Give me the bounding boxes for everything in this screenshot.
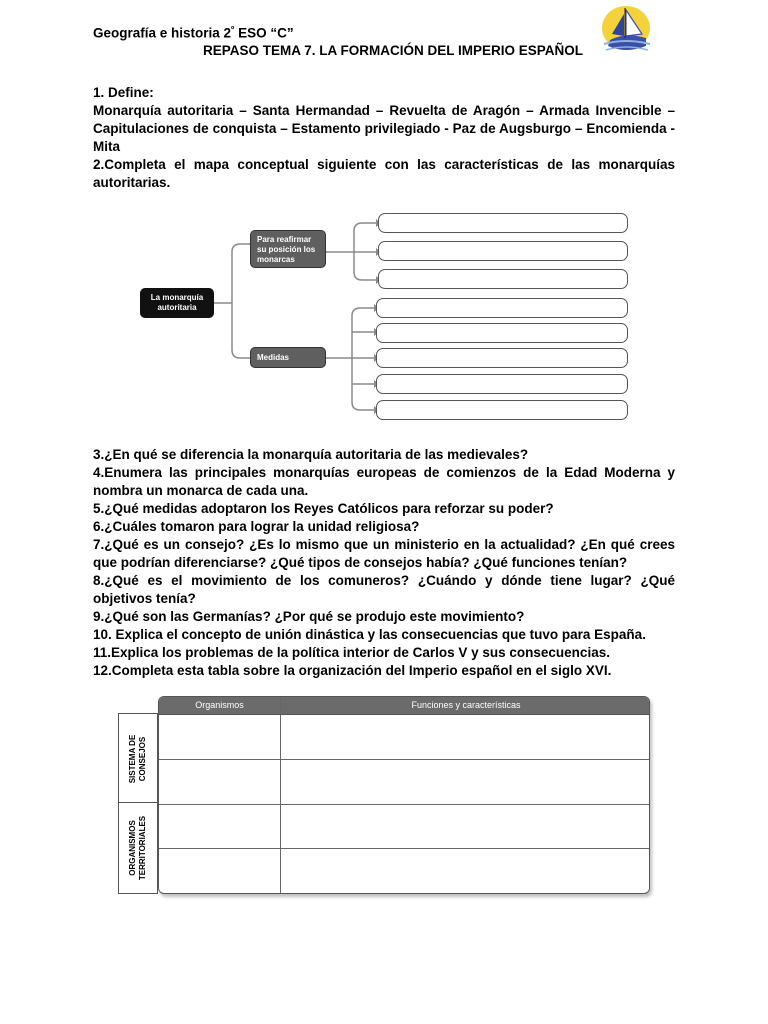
row-group-councils-label: SISTEMA DE CONSEJOS: [128, 734, 147, 783]
question-4: 4.Enumera las principales monarquías europeas de comienzos de la Edad Moderna y nombra un monarca de cada una.: [93, 465, 675, 498]
concept-answer-box[interactable]: [376, 348, 628, 368]
concept-root: La monarquía autoritaria: [140, 288, 214, 318]
column-header-functions: Funciones y características: [281, 697, 650, 714]
header-divider: [159, 714, 650, 715]
question-1-terms: Monarquía autoritaria – Santa Hermandad – Revuelta de Aragón – Armada Invencible – Capitulaciones de conquista – Estamento privilegiado - Paz de Augsburgo – Encomienda - Mita: [93, 103, 675, 154]
question-12: 12.Completa esta tabla sobre la organización del Imperio español en el siglo XVI.: [93, 663, 612, 678]
school-logo-icon: [598, 4, 654, 56]
question-1-title: 1. Define:: [93, 85, 154, 100]
concept-answer-box[interactable]: [376, 400, 628, 420]
concept-branch-measures: Medidas: [250, 347, 326, 368]
row-divider: [159, 759, 650, 760]
column-divider: [280, 697, 281, 894]
row-divider: [159, 804, 650, 805]
concept-answer-box[interactable]: [376, 298, 628, 318]
row-group-territorial: [118, 802, 158, 894]
empire-organization-table: [118, 696, 650, 894]
concept-map: [140, 212, 632, 424]
course-group: ESO “C”: [234, 25, 294, 41]
question-9: 9.¿Qué son las Germanías? ¿Por qué se produjo este movimiento?: [93, 609, 525, 624]
row-group-territorial-label: ORGANISMOS TERRITORIALES: [128, 815, 147, 881]
table-frame: [158, 696, 650, 894]
question-7: 7.¿Qué es un consejo? ¿Es lo mismo que un ministerio en la actualidad? ¿En qué crees que podrían diferenciarse? ¿Qué tipos de consejos había? ¿Qué funciones tenían?: [93, 537, 675, 570]
column-header-organisms: Organismos: [159, 697, 280, 714]
question-3: 3.¿En qué se diferencia la monarquía autoritaria de las medievales?: [93, 447, 529, 462]
questions-top: [93, 84, 675, 192]
concept-branch-reaffirm: Para reafirmar su posición los monarcas: [250, 230, 326, 268]
course-name: Geografía e historia 2: [93, 25, 232, 41]
question-6: 6.¿Cuáles tomaron para lograr la unidad religiosa?: [93, 519, 420, 534]
question-11: 11.Explica los problemas de la política interior de Carlos V y sus consecuencias.: [93, 645, 610, 660]
concept-answer-box[interactable]: [378, 241, 628, 261]
row-divider: [159, 848, 650, 849]
page-title: REPASO TEMA 7. LA FORMACIÓN DEL IMPERIO ESPAÑOL: [202, 43, 584, 58]
question-5: 5.¿Qué medidas adoptaron los Reyes Católicos para reforzar su poder?: [93, 501, 554, 516]
concept-answer-box[interactable]: [378, 213, 628, 233]
concept-answer-box[interactable]: [376, 374, 628, 394]
question-8: 8.¿Qué es el movimiento de los comuneros? ¿Cuándo y dónde tiene lugar? ¿Qué objetivos tenía?: [93, 573, 675, 606]
question-2: 2.Completa el mapa conceptual siguiente con las características de las monarquías autoritarias.: [93, 157, 675, 190]
question-10: 10. Explica el concepto de unión dinástica y las consecuencias que tuvo para España.: [93, 627, 646, 642]
questions-bottom: [93, 446, 675, 680]
course-label: [93, 24, 294, 41]
row-group-councils: [118, 713, 158, 804]
concept-answer-box[interactable]: [378, 269, 628, 289]
degree-mark: º: [231, 24, 235, 34]
concept-answer-box[interactable]: [376, 323, 628, 343]
